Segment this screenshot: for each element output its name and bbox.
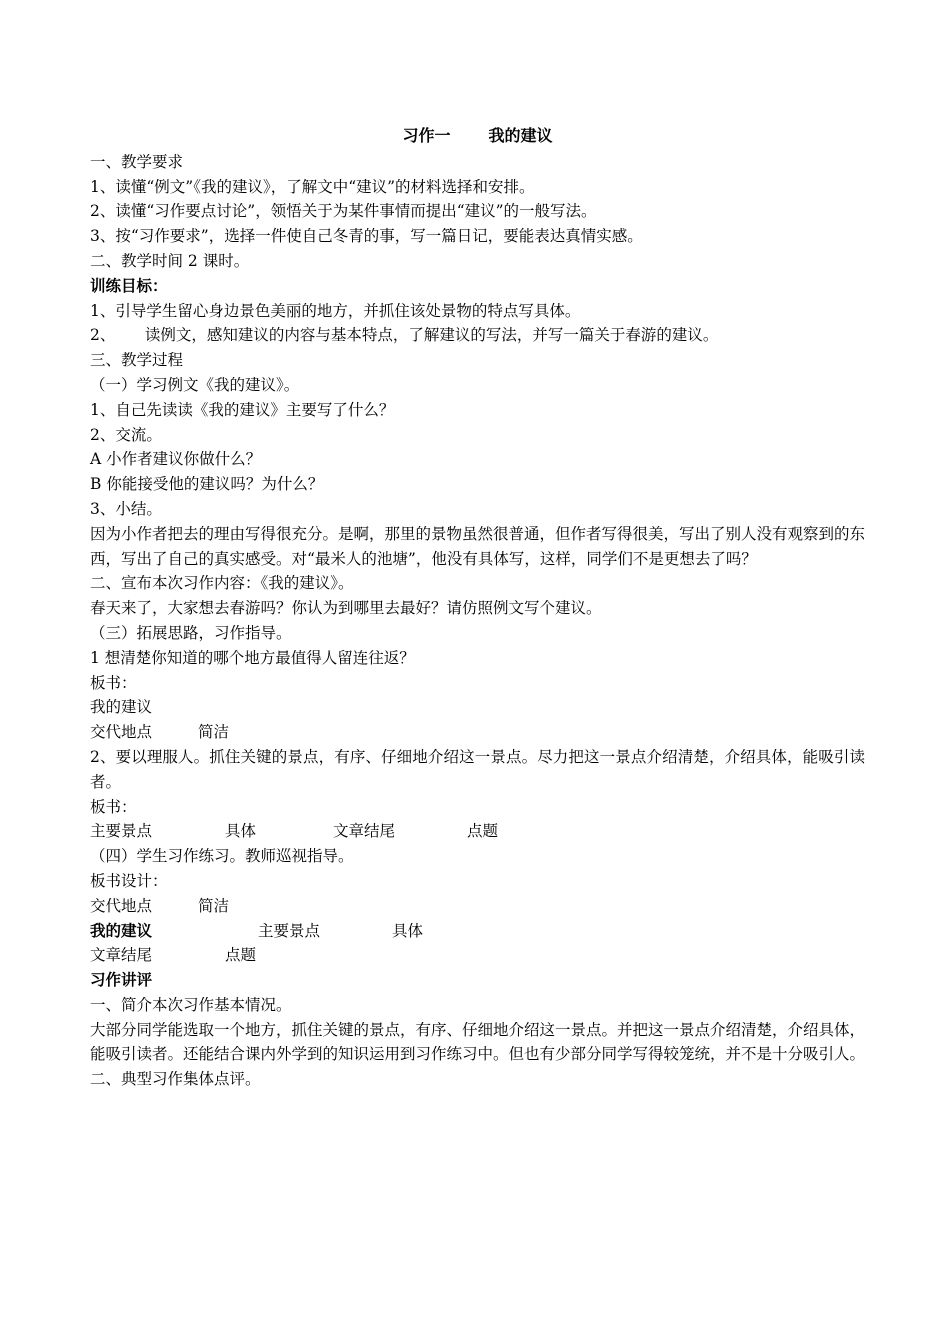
paragraph: A 小作者建议你做什么？ [90, 450, 262, 469]
paragraph: 板书： [90, 673, 137, 692]
board-row [90, 720, 865, 745]
board-cell: 点题 [467, 822, 499, 841]
paragraph: 3、小结。 [90, 499, 162, 518]
paragraph: 2、要以理服人。抓住关键的景点，有序、仔细地介绍这一景点。尽力把这一景点介绍清楚，介绍具体，能吸引读者。 [90, 747, 865, 791]
section-heading: 二、典型习作集体点评。 [90, 1070, 261, 1089]
section-heading: 一、教学要求 [90, 152, 184, 171]
paragraph: 春天来了，大家想去春游吗？你认为到哪里去最好？请仿照例文写个建议。 [90, 599, 602, 618]
board-row [90, 894, 865, 919]
paragraph: 因为小作者把去的理由写得很充分。是啊，那里的景物虽然很普通，但作者写得很美，写出了别人没有观察到的东西，写出了自己的真实感受。对“最米人的池塘”，他没有具体写，这样，同学们不是更想去了吗？ [90, 524, 866, 568]
paragraph: 1、自己先读读《我的建议》主要写了什么？ [90, 400, 395, 419]
paragraph: 1 想清楚你知道的哪个地方最值得人留连往返？ [90, 648, 415, 667]
board-cell: 交代地点 [90, 723, 153, 742]
board-cell: 主要景点 [90, 822, 153, 841]
paragraph: 我的建议 [90, 698, 153, 717]
paragraph: 2、 读例文，感知建议的内容与基本特点，了解建议的写法，并写一篇关于春游的建议。 [90, 326, 719, 345]
board-cell: 我的建议 [90, 921, 153, 940]
paragraph: 3、按“习作要求”，选择一件使自己冬青的事，写一篇日记，要能表达真情实感。 [90, 227, 643, 246]
section-heading: 二、教学时间 2 课时。 [90, 251, 250, 270]
subsection-heading: （四）学生习作练习。教师巡视指导。 [90, 847, 354, 866]
section-heading: 二、宣布本次习作内容：《我的建议》。 [90, 574, 354, 593]
section-heading: 习作讲评 [90, 971, 153, 990]
board-row [90, 819, 865, 844]
board-cell: 文章结尾 [333, 822, 396, 841]
board-cell: 简洁 [198, 896, 230, 915]
board-cell: 具体 [392, 921, 424, 940]
section-heading: 训练目标： [90, 276, 168, 295]
document-page [90, 124, 865, 1092]
paragraph: 大部分同学能选取一个地方，抓住关键的景点，有序、仔细地介绍这一景点。并把这一景点介绍清楚，介绍具体，能吸引读者。还能结合课内外学到的知识运用到习作练习中。但也有少部分同学写得较笼统，并不是十分吸引人。 [90, 1020, 866, 1064]
paragraph: 2、读懂“习作要点讨论”，领悟关于为某件事情而提出“建议”的一般写法。 [90, 202, 597, 221]
section-heading: 一、简介本次习作基本情况。 [90, 995, 292, 1014]
board-cell: 具体 [225, 822, 257, 841]
board-cell: 文章结尾 [90, 946, 153, 965]
title-part-1: 习作一 [402, 126, 451, 145]
subsection-heading: （一）学习例文《我的建议》。 [90, 375, 300, 394]
paragraph: B 你能接受他的建议吗？为什么？ [90, 475, 324, 494]
document-title [90, 124, 865, 149]
board-cell: 主要景点 [258, 921, 321, 940]
section-heading: 三、教学过程 [90, 351, 184, 370]
paragraph: 1、引导学生留心身边景色美丽的地方，并抓住该处景物的特点写具体。 [90, 301, 581, 320]
title-part-2: 我的建议 [488, 126, 553, 145]
board-cell: 交代地点 [90, 896, 153, 915]
paragraph: 1、读懂“例文”《我的建议》，了解文中“建议”的材料选择和安排。 [90, 177, 535, 196]
board-cell: 简洁 [198, 723, 230, 742]
paragraph: 2、交流。 [90, 425, 162, 444]
board-row [90, 919, 865, 944]
paragraph: 板书： [90, 797, 137, 816]
board-cell: 点题 [225, 946, 257, 965]
board-row [90, 943, 865, 968]
paragraph: 板书设计： [90, 871, 168, 890]
subsection-heading: （三）拓展思路，习作指导。 [90, 623, 292, 642]
